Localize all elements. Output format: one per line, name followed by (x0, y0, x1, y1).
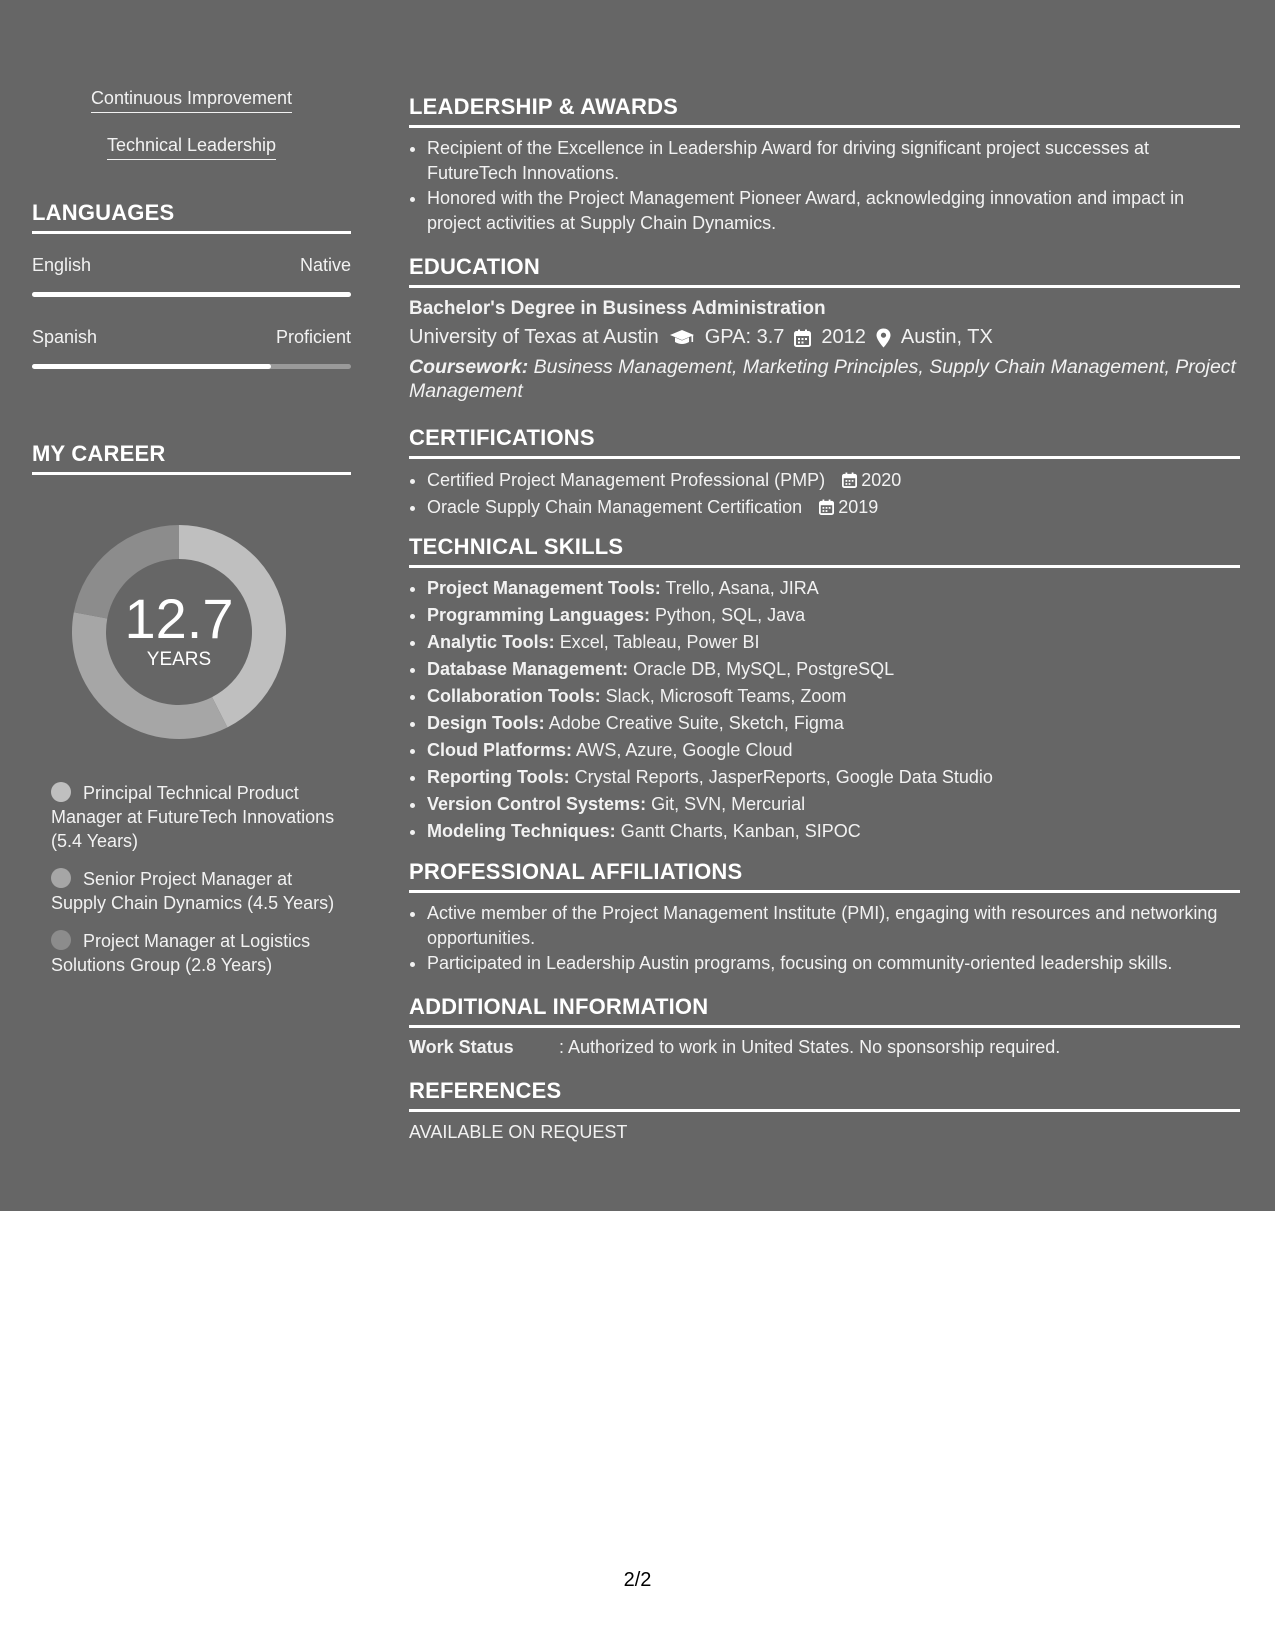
skill-item (427, 602, 1240, 629)
certification-name: Oracle Supply Chain Management Certification (427, 497, 803, 517)
list-item: • Honored with the Project Management Pioneer Award, acknowledging innovation and impact in project activities at Supply Chain Dynamics. (427, 186, 1240, 236)
graduation-cap-icon (669, 329, 695, 347)
language-level: Native (299, 255, 351, 275)
career-section (32, 441, 351, 977)
career-heading: MY CAREER (32, 441, 351, 475)
skill-label: Analytic Tools: (427, 632, 555, 652)
work-status-row (409, 1037, 1240, 1058)
skill-value: AWS, Azure, Google Cloud (576, 740, 793, 760)
skill-item (427, 575, 1240, 602)
school-name: University of Texas at Austin (409, 326, 659, 348)
graduation-year: 2012 (821, 326, 866, 348)
main-content (409, 94, 1240, 1143)
skill-item (427, 737, 1240, 764)
gpa: GPA: 3.7 (704, 326, 785, 348)
skill-item (427, 683, 1240, 710)
list-item: • Active member of the Project Management Institute (PMI), engaging with resources and networking opportunities. (427, 901, 1240, 951)
coursework-text: Business Management, Marketing Principles, Supply Chain Management, Project Management (409, 356, 1236, 402)
additional-info-heading: ADDITIONAL INFORMATION (409, 994, 1240, 1028)
degree: Bachelor's Degree in Business Administration (409, 298, 826, 319)
list-item: • Recipient of the Excellence in Leadership Award for driving significant project successes at FutureTech Innovations. (427, 136, 1240, 186)
technical-skills-heading: TECHNICAL SKILLS (409, 534, 1240, 568)
language-item (32, 255, 351, 297)
affiliations-heading: PROFESSIONAL AFFILIATIONS (409, 859, 1240, 893)
skill-label: Design Tools: (427, 713, 545, 733)
work-status-label: Work Status (409, 1037, 514, 1057)
language-level: Proficient (275, 327, 351, 347)
coursework-label: Coursework: (409, 356, 529, 378)
sidebar (32, 86, 351, 991)
certification-year: 2019 (838, 497, 879, 517)
skill-item (427, 791, 1240, 818)
career-item-text: Principal Technical Product Manager at FutureTech Innovations (5.4 Years) (51, 783, 335, 851)
career-list (51, 781, 341, 977)
legend-dot-icon (51, 930, 71, 950)
language-name: English (32, 255, 92, 275)
language-bar-fill (32, 364, 271, 369)
skill-label: Cloud Platforms: (427, 740, 573, 760)
page-number: 2/2 (623, 1569, 652, 1591)
skill-value: Git, SVN, Mercurial (651, 794, 806, 814)
certifications-heading: CERTIFICATIONS (409, 425, 1240, 459)
certifications-section (409, 425, 1240, 522)
references-heading: REFERENCES (409, 1078, 1240, 1112)
skill-value: Excel, Tableau, Power BI (559, 632, 760, 652)
skill-value: Trello, Asana, JIRA (665, 578, 819, 598)
leadership-section (409, 94, 1240, 236)
work-status-value: : Authorized to work in United States. No sponsorship required. (559, 1037, 1061, 1057)
skill-value: Crystal Reports, JasperReports, Google Data Studio (574, 767, 993, 787)
skill-item (427, 818, 1240, 845)
career-item (51, 929, 341, 977)
career-item-text: Project Manager at Logistics Solutions Group (2.8 Years) (51, 931, 311, 975)
calendar-icon (819, 497, 834, 522)
list-item (427, 468, 1240, 495)
education-location: Austin, TX (900, 326, 993, 348)
career-unit: YEARS (146, 649, 212, 670)
education-heading: EDUCATION (409, 254, 1240, 288)
language-item (32, 327, 351, 369)
skill-label: Version Control Systems: (427, 794, 647, 814)
list-item: • Participated in Leadership Austin programs, focusing on community-oriented leadership skills. (427, 951, 1240, 976)
skill-item (427, 629, 1240, 656)
technical-skills-section (409, 534, 1240, 845)
skill-chip: Technical Leadership (107, 133, 276, 160)
career-donut (66, 519, 292, 745)
language-bar (32, 364, 351, 369)
career-item-text: Senior Project Manager at Supply Chain Dynamics (4.5 Years) (51, 869, 335, 913)
coursework (409, 355, 1240, 403)
legend-dot-icon (51, 782, 71, 802)
skill-item (427, 710, 1240, 737)
education-section (409, 254, 1240, 403)
additional-info-section (409, 994, 1240, 1058)
skill-item (427, 656, 1240, 683)
location-pin-icon (876, 328, 891, 348)
skill-label: Modeling Techniques: (427, 821, 616, 841)
skill-value: Oracle DB, MySQL, PostgreSQL (633, 659, 895, 679)
skill-label: Database Management: (427, 659, 629, 679)
certification-year: 2020 (861, 470, 902, 490)
affiliations-section (409, 859, 1240, 976)
career-item (51, 781, 341, 853)
career-total: 12.7 (124, 587, 234, 650)
language-bar-fill (32, 292, 351, 297)
career-item (51, 867, 341, 915)
languages-section (32, 200, 351, 369)
skill-label: Collaboration Tools: (427, 686, 601, 706)
education-details (409, 326, 1240, 349)
references-section (409, 1078, 1240, 1143)
certification-name: Certified Project Management Professional (PMP) (427, 470, 826, 490)
leadership-heading: LEADERSHIP & AWARDS (409, 94, 1240, 128)
skill-value: Python, SQL, Java (655, 605, 806, 625)
skill-label: Programming Languages: (427, 605, 651, 625)
language-name: Spanish (32, 327, 98, 347)
skill-value: Gantt Charts, Kanban, SIPOC (620, 821, 861, 841)
list-item (427, 495, 1240, 522)
skill-value: Adobe Creative Suite, Sketch, Figma (548, 713, 844, 733)
skill-label: Reporting Tools: (427, 767, 570, 787)
calendar-icon (794, 329, 811, 347)
languages-heading: LANGUAGES (32, 200, 351, 234)
language-bar (32, 292, 351, 297)
calendar-icon (842, 470, 857, 495)
skill-chip: Continuous Improvement (91, 86, 292, 113)
skill-item (427, 764, 1240, 791)
skill-value: Slack, Microsoft Teams, Zoom (605, 686, 847, 706)
skill-label: Project Management Tools: (427, 578, 661, 598)
references-text: AVAILABLE ON REQUEST (409, 1122, 628, 1142)
legend-dot-icon (51, 868, 71, 888)
